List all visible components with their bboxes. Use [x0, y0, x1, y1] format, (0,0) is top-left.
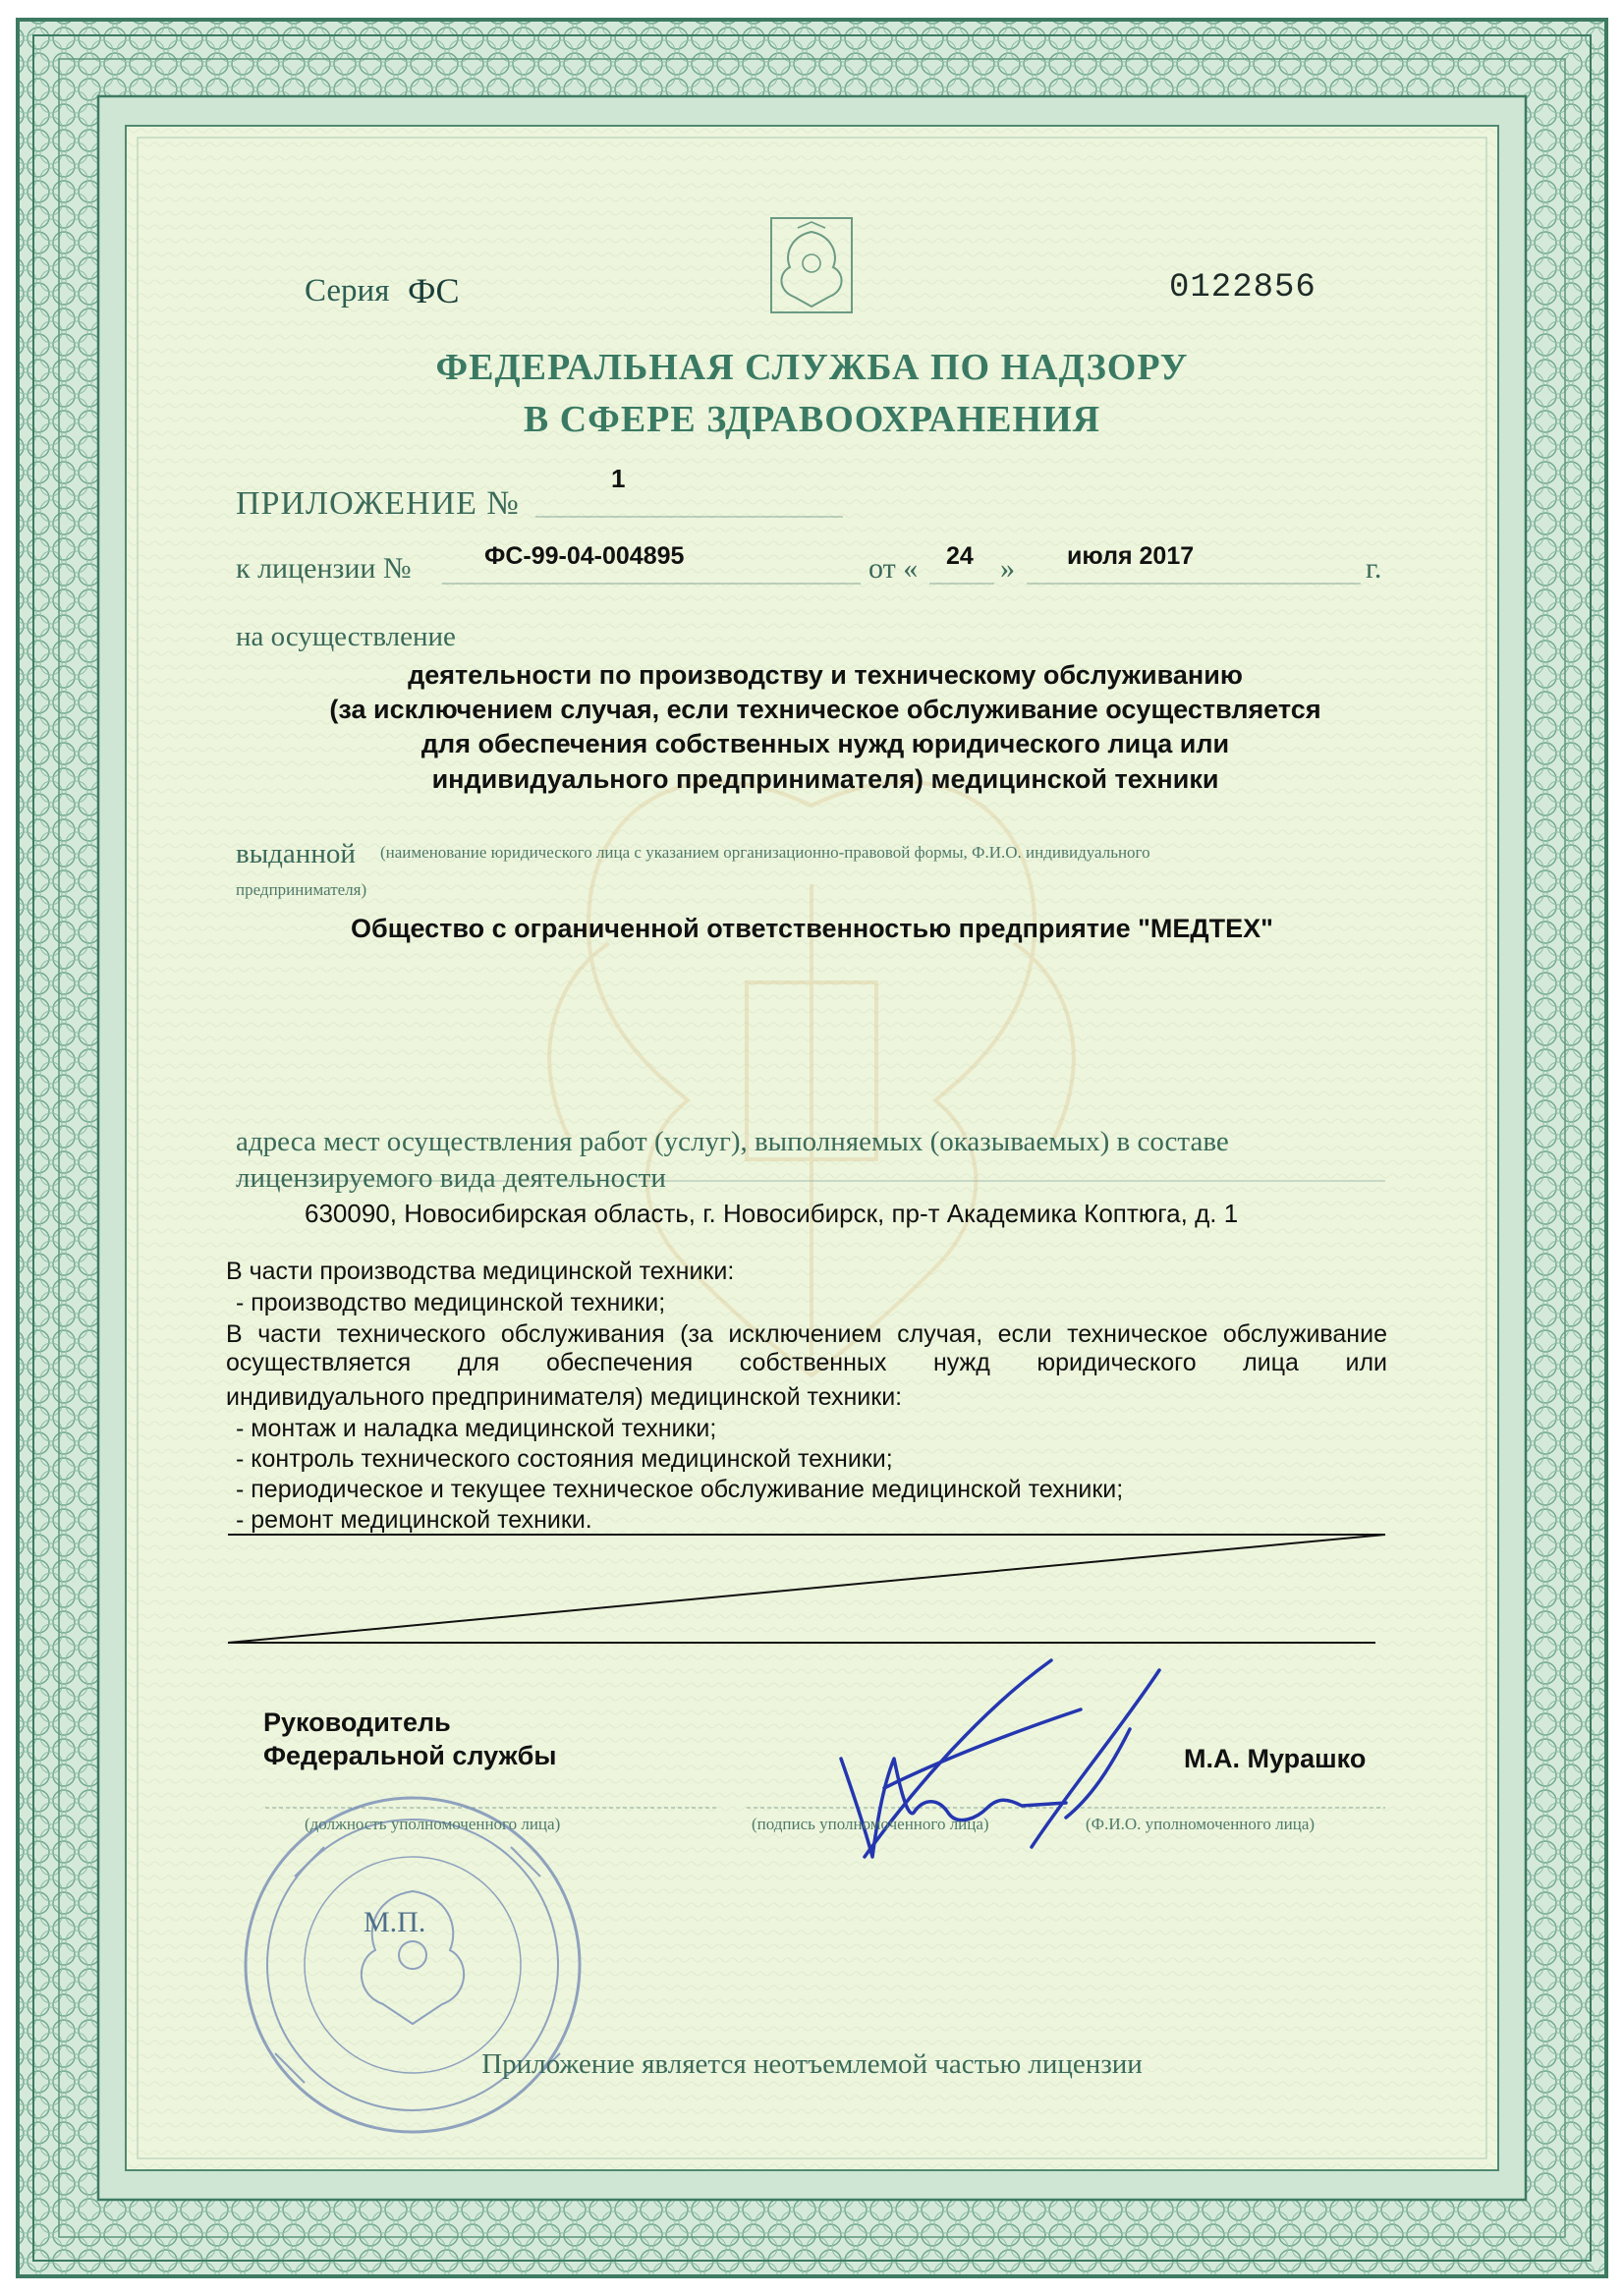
license-day: 24 [946, 542, 974, 570]
activity-line: (за исключением случая, если техническое обслуживание осуществляется [329, 695, 1321, 724]
maintenance-paragraph-end: индивидуального предпринимателя) медицинской техники: [226, 1383, 903, 1411]
maintenance-item: - ремонт медицинской техники. [236, 1506, 592, 1534]
activity-line: деятельности по производству и техническому обслуживанию [408, 660, 1243, 690]
license-label: к лицензии № [236, 552, 412, 585]
address-label: адреса мест осуществления работ (услуг), выполняемых (оказываемых) в составе [236, 1126, 1229, 1157]
agency-title-line2: В СФЕРЕ ЗДРАВООХРАНЕНИЯ [523, 399, 1101, 440]
agency-title-line1: ФЕДЕРАЛЬНАЯ СЛУЖБА ПО НАДЗОРУ [435, 347, 1189, 388]
document-number: 0122856 [1169, 269, 1316, 307]
address-label: лицензируемого вида деятельности [236, 1162, 666, 1194]
date-from-label: от « [868, 552, 919, 585]
signature-hint: (подпись уполномоченного лица) [752, 1815, 989, 1833]
issued-label: выданной [236, 838, 356, 869]
name-hint: (Ф.И.О. уполномоченного лица) [1086, 1815, 1316, 1833]
license-month-year: июля 2017 [1067, 542, 1195, 570]
license-number: ФС-99-04-004895 [484, 542, 685, 570]
issued-hint: (наименование юридического лица с указанием организационно-правовой формы, Ф.И.О. индивидуального [380, 843, 1150, 862]
series-label: Серия [305, 273, 390, 308]
date-close-quote: » [1000, 552, 1015, 585]
signer-name: М.А. Мурашко [1184, 1744, 1367, 1773]
activity-line: индивидуального предпринимателя) медицинской техники [431, 764, 1219, 794]
maintenance-paragraph: В части технического обслуживания (за исключением случая, если техническое обслуживание осуществляется для обеспечения собственных нужд юридического лица или [226, 1320, 1387, 1376]
footer-note: Приложение является неотъемлемой частью лицензии [481, 2048, 1143, 2080]
maintenance-item: - монтаж и наладка медицинской техники; [236, 1415, 717, 1442]
production-header: В части производства медицинской техники: [226, 1258, 735, 1285]
maintenance-item: - контроль технического состояния медицинской техники; [236, 1445, 893, 1473]
series-value: ФС [408, 271, 460, 310]
position-line: Федеральной службы [263, 1741, 557, 1770]
seal-label: М.П. [364, 1906, 426, 1938]
licensee-name: Общество с ограниченной ответственностью предприятие "МЕДТЕХ" [351, 914, 1273, 943]
issued-hint: предпринимателя) [236, 880, 367, 899]
activity-line: для обеспечения собственных нужд юридического лица или [420, 729, 1230, 758]
production-item: - производство медицинской техники; [236, 1289, 666, 1316]
position-hint: (должность уполномоченного лица) [305, 1815, 561, 1833]
appendix-label: ПРИЛОЖЕНИЕ № [236, 485, 520, 522]
address-value: 630090, Новосибирская область, г. Новосибирск, пр-т Академика Коптюга, д. 1 [305, 1199, 1239, 1228]
maintenance-item: - периодическое и текущее техническое обслуживание медицинской техники; [236, 1476, 1124, 1503]
year-suffix: г. [1366, 552, 1382, 585]
position-line: Руководитель [263, 1708, 451, 1737]
activity-label: на осуществление [236, 621, 456, 652]
appendix-number: 1 [611, 464, 626, 493]
